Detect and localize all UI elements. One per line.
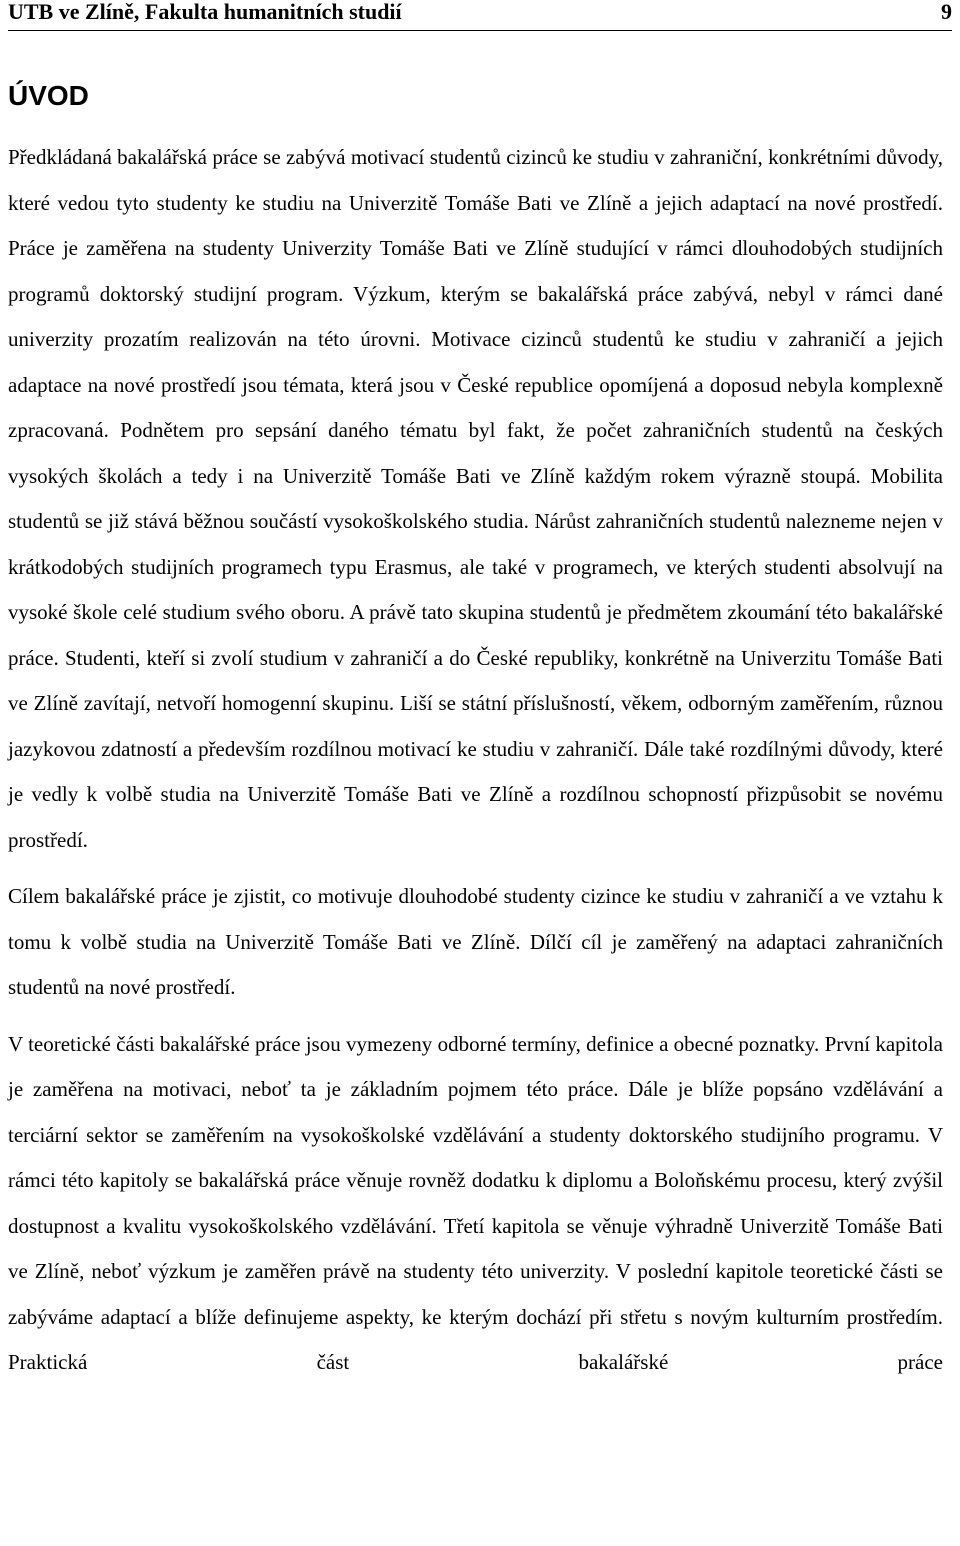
paragraph-structure: V teoretické části bakalářské práce jsou vymezeny odborné termíny, definice a obecné poznatky. První kapitola je zaměřena na motivaci, neboť ta je základním pojmem této práce. Dále je blíže popsáno vzdělávání a terciární sektor se zaměřením na vysokoškolské vzdělávání a studenty doktorského studijního programu. V rámci této kapitoly se bakalářská práce věnuje rovněž dodatku k diplomu a Boloňskému procesu, který zvýšil dostupnost a kvalitu vysokoškolského vzdělávání. Třetí kapitola se věnuje výhradně Univerzitě Tomáše Bati ve Zlíně, neboť výzkum je zaměřen právě na studenty této univerzity. V poslední kapitole teoretické části se zabýváme adaptací a blíže definujeme aspekty, ke kterým dochází při střetu s novým kulturním prostředím. Praktická část bakalářské práce <box>8 1031 943 1374</box>
header-divider <box>8 30 952 31</box>
chapter-title: ÚVOD <box>8 80 89 111</box>
paragraph-intro: Předkládaná bakalářská práce se zabývá motivací studentů cizinců ke studiu v zahraniční, konkrétními důvody, které vedou tyto studenty ke studiu na Univerzitě Tomáše Bati ve Zlíně a jejich adaptací na nové prostředí. Práce je zaměřena na studenty Univerzity Tomáše Bati ve Zlíně studující v rámci dlouhodobých studijních programů doktorský studijní program. Výzkum, kterým se bakalářská práce zabývá, nebyl v rámci dané univerzity prozatím realizován na této úrovni. Motivace cizinců studentů ke studiu v zahraničí a jejich adaptace na nové prostředí jsou témata, která jsou v České republice opomíjená a doposud nebyla komplexně zpracovaná. Podnětem pro sepsání daného tématu byl fakt, že počet zahraničních studentů na českých vysokých školách a tedy i na Univerzitě Tomáše Bati ve Zlíně každým rokem výrazně stoupá. Mobilita studentů se již stává běžnou součástí vysokoškolského studia. Nárůst zahraničních studentů nalezneme nejen v krátkodobých studijních programech typu Erasmus, ale také v programech, ve kterých studenti absolvují na vysoké škole celé studium svého oboru. A právě tato skupina studentů je předmětem zkoumání této bakalářské práce. Studenti, kteří si zvolí studium v zahraničí a do České republiky, konkrétně na Univerzitu Tomáše Bati ve Zlíně zavítají, netvoří homogenní skupinu. Liší se státní příslušností, věkem, odborným zaměřením, různou jazykovou zdatností a především rozdílnou motivací ke studiu v zahraničí. Dále také rozdílnými důvody, které je vedly k volbě studia na Univerzitě Tomáše Bati ve Zlíně a rozdílnou schopností přizpůsobit se novému prostředí. <box>8 145 943 852</box>
header-title: UTB ve Zlíně, Fakulta humanitních studií <box>8 0 402 24</box>
running-header <box>8 0 952 26</box>
paragraph-goal: Cílem bakalářské práce je zjistit, co motivuje dlouhodobé studenty cizince ke studiu v zahraničí a ve vztahu k tomu k volbě studia na Univerzitě Tomáše Bati ve Zlíně. Dílčí cíl je zaměřený na adaptaci zahraničních studentů na nové prostředí. <box>8 884 943 999</box>
body-text <box>8 135 943 1386</box>
page-number: 9 <box>941 0 952 24</box>
